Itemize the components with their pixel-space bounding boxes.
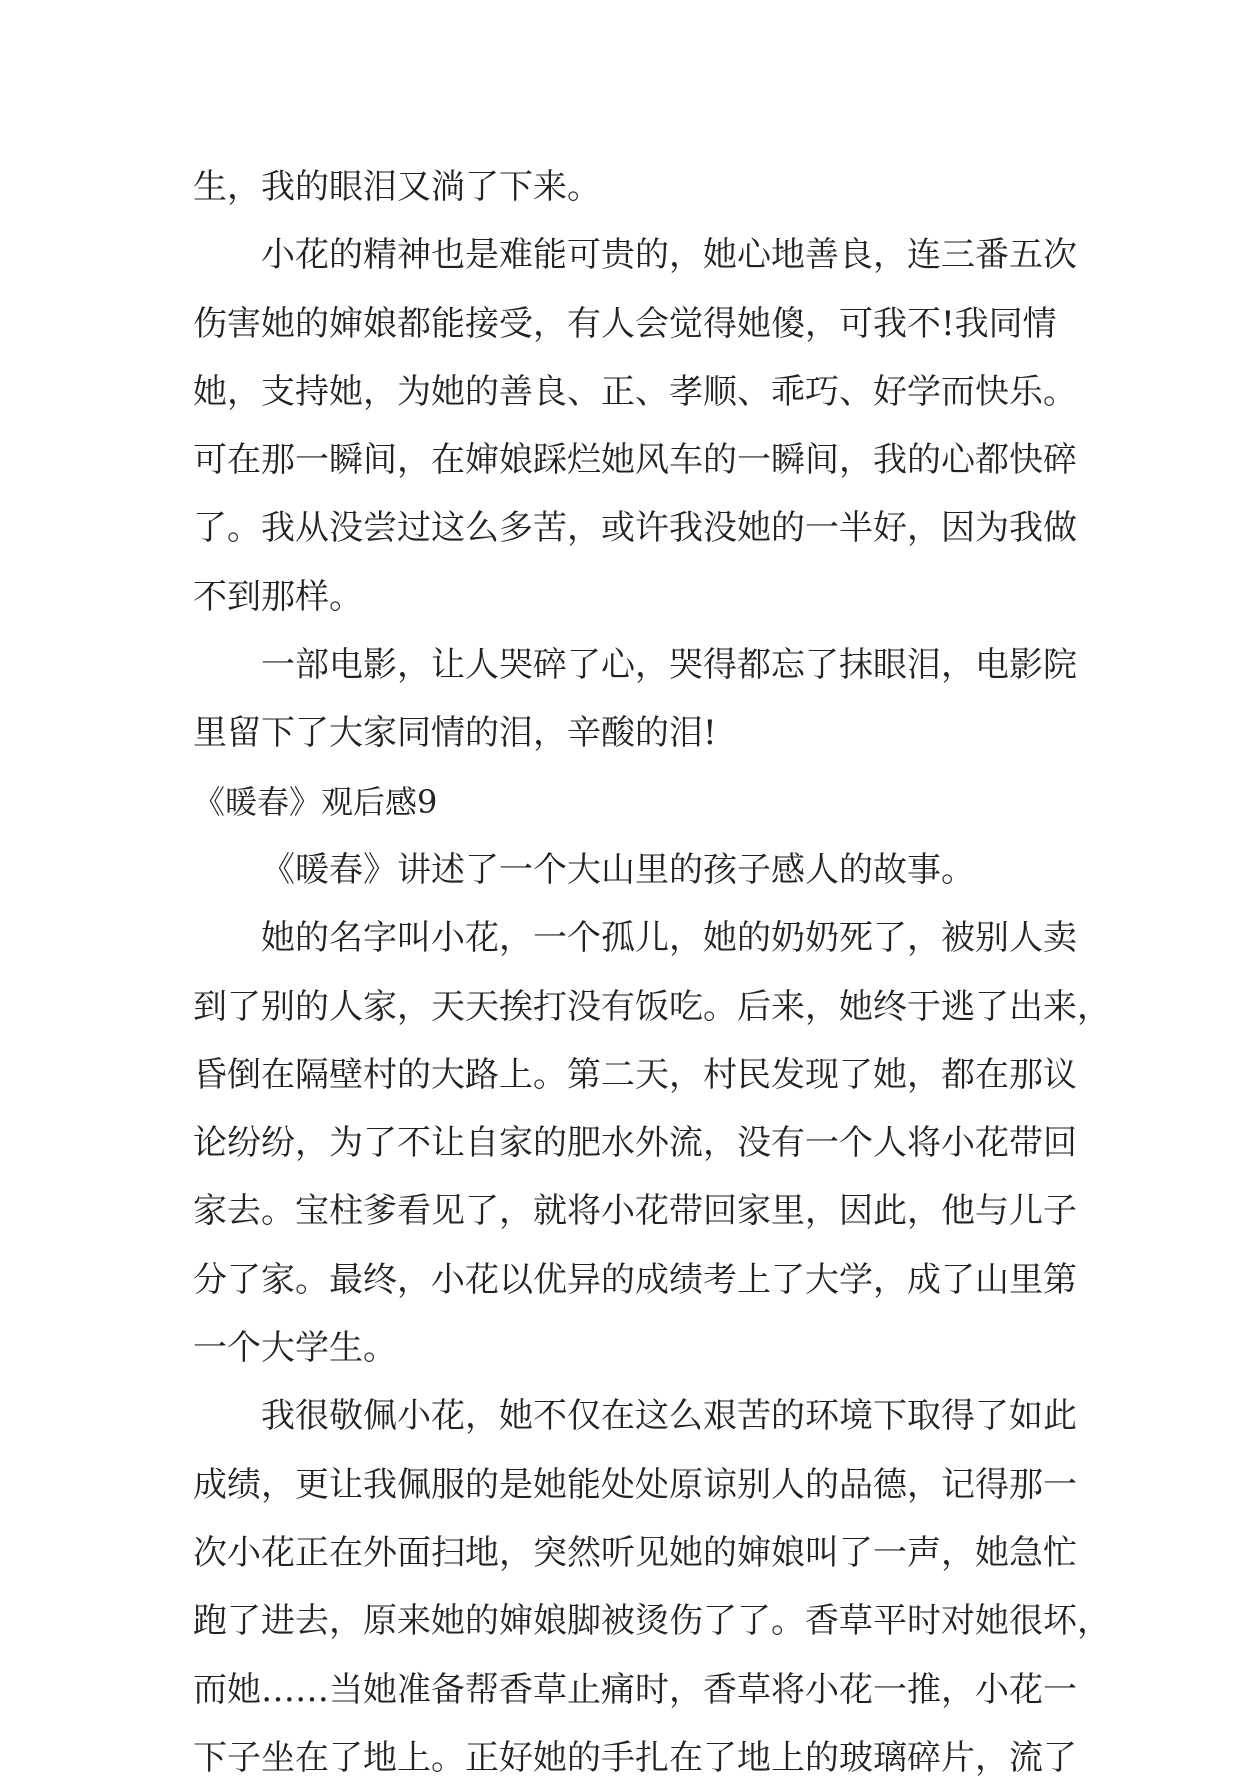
paragraph-first-line: 小花的精神也是难能可贵的，她心地善良，连三番五次 [261,235,1077,276]
text-line: 伤害她的婶娘都能接受，有人会觉得她傻，可我不!我同情 [193,303,1057,344]
text-line: 了。我从没尝过这么多苦，或许我没她的一半好，因为我做 [193,508,1077,549]
paragraph-first-line: 一部电影，让人哭碎了心，哭得都忘了抹眼泪，电影院 [261,645,1077,686]
text-line: 到了别的人家，天天挨打没有饭吃。后来，她终于逃了出来， [193,986,1111,1027]
text-line: 可在那一瞬间，在婶娘踩烂她风车的一瞬间，我的心都快碎 [193,440,1077,481]
text-line: 家去。宝柱爹看见了，就将小花带回家里，因此，他与儿子 [193,1191,1077,1232]
paragraph-first-line: 《暖春》讲述了一个大山里的孩子感人的故事。 [261,849,975,890]
text-line: 论纷纷，为了不让自家的肥水外流，没有一个人将小花带回 [193,1123,1077,1164]
text-line: 生，我的眼泪又淌了下来。 [193,167,601,207]
text-line: 次小花正在外面扫地，突然听见她的婶娘叫了一声，她急忙 [193,1532,1077,1573]
text-line: 成绩，更让我佩服的是她能处处原谅别人的品德，记得那一 [193,1464,1077,1505]
text-line: 跑了进去，原来她的婶娘脚被烫伤了了。香草平时对她很坏， [193,1601,1111,1642]
text-line: 里留下了大家同情的泪，辛酸的泪! [193,713,717,754]
text-line: 她，支持她，为她的善良、正、孝顺、乖巧、好学而快乐。 [193,371,1077,412]
text-line: 分了家。最终，小花以优异的成绩考上了大学，成了山里第 [193,1259,1077,1300]
text-line: 下子坐在了地上。正好她的手扎在了地上的玻璃碎片，流了 [193,1737,1077,1778]
text-line: 一个大学生。 [193,1328,397,1369]
section-heading: 《暖春》观后感9 [193,782,438,821]
text-line: 昏倒在隔壁村的大路上。第二天，村民发现了她，都在那议 [193,1054,1077,1095]
text-line: 不到那样。 [193,576,363,617]
paragraph-first-line: 她的名字叫小花，一个孤儿，她的奶奶死了，被别人卖 [261,918,1077,959]
text-line: 而她……当她准备帮香草止痛时，香草将小花一推，小花一 [193,1669,1077,1710]
paragraph-first-line: 我很敬佩小花，她不仅在这么艰苦的环境下取得了如此 [261,1396,1077,1437]
body-text [193,153,1111,1792]
